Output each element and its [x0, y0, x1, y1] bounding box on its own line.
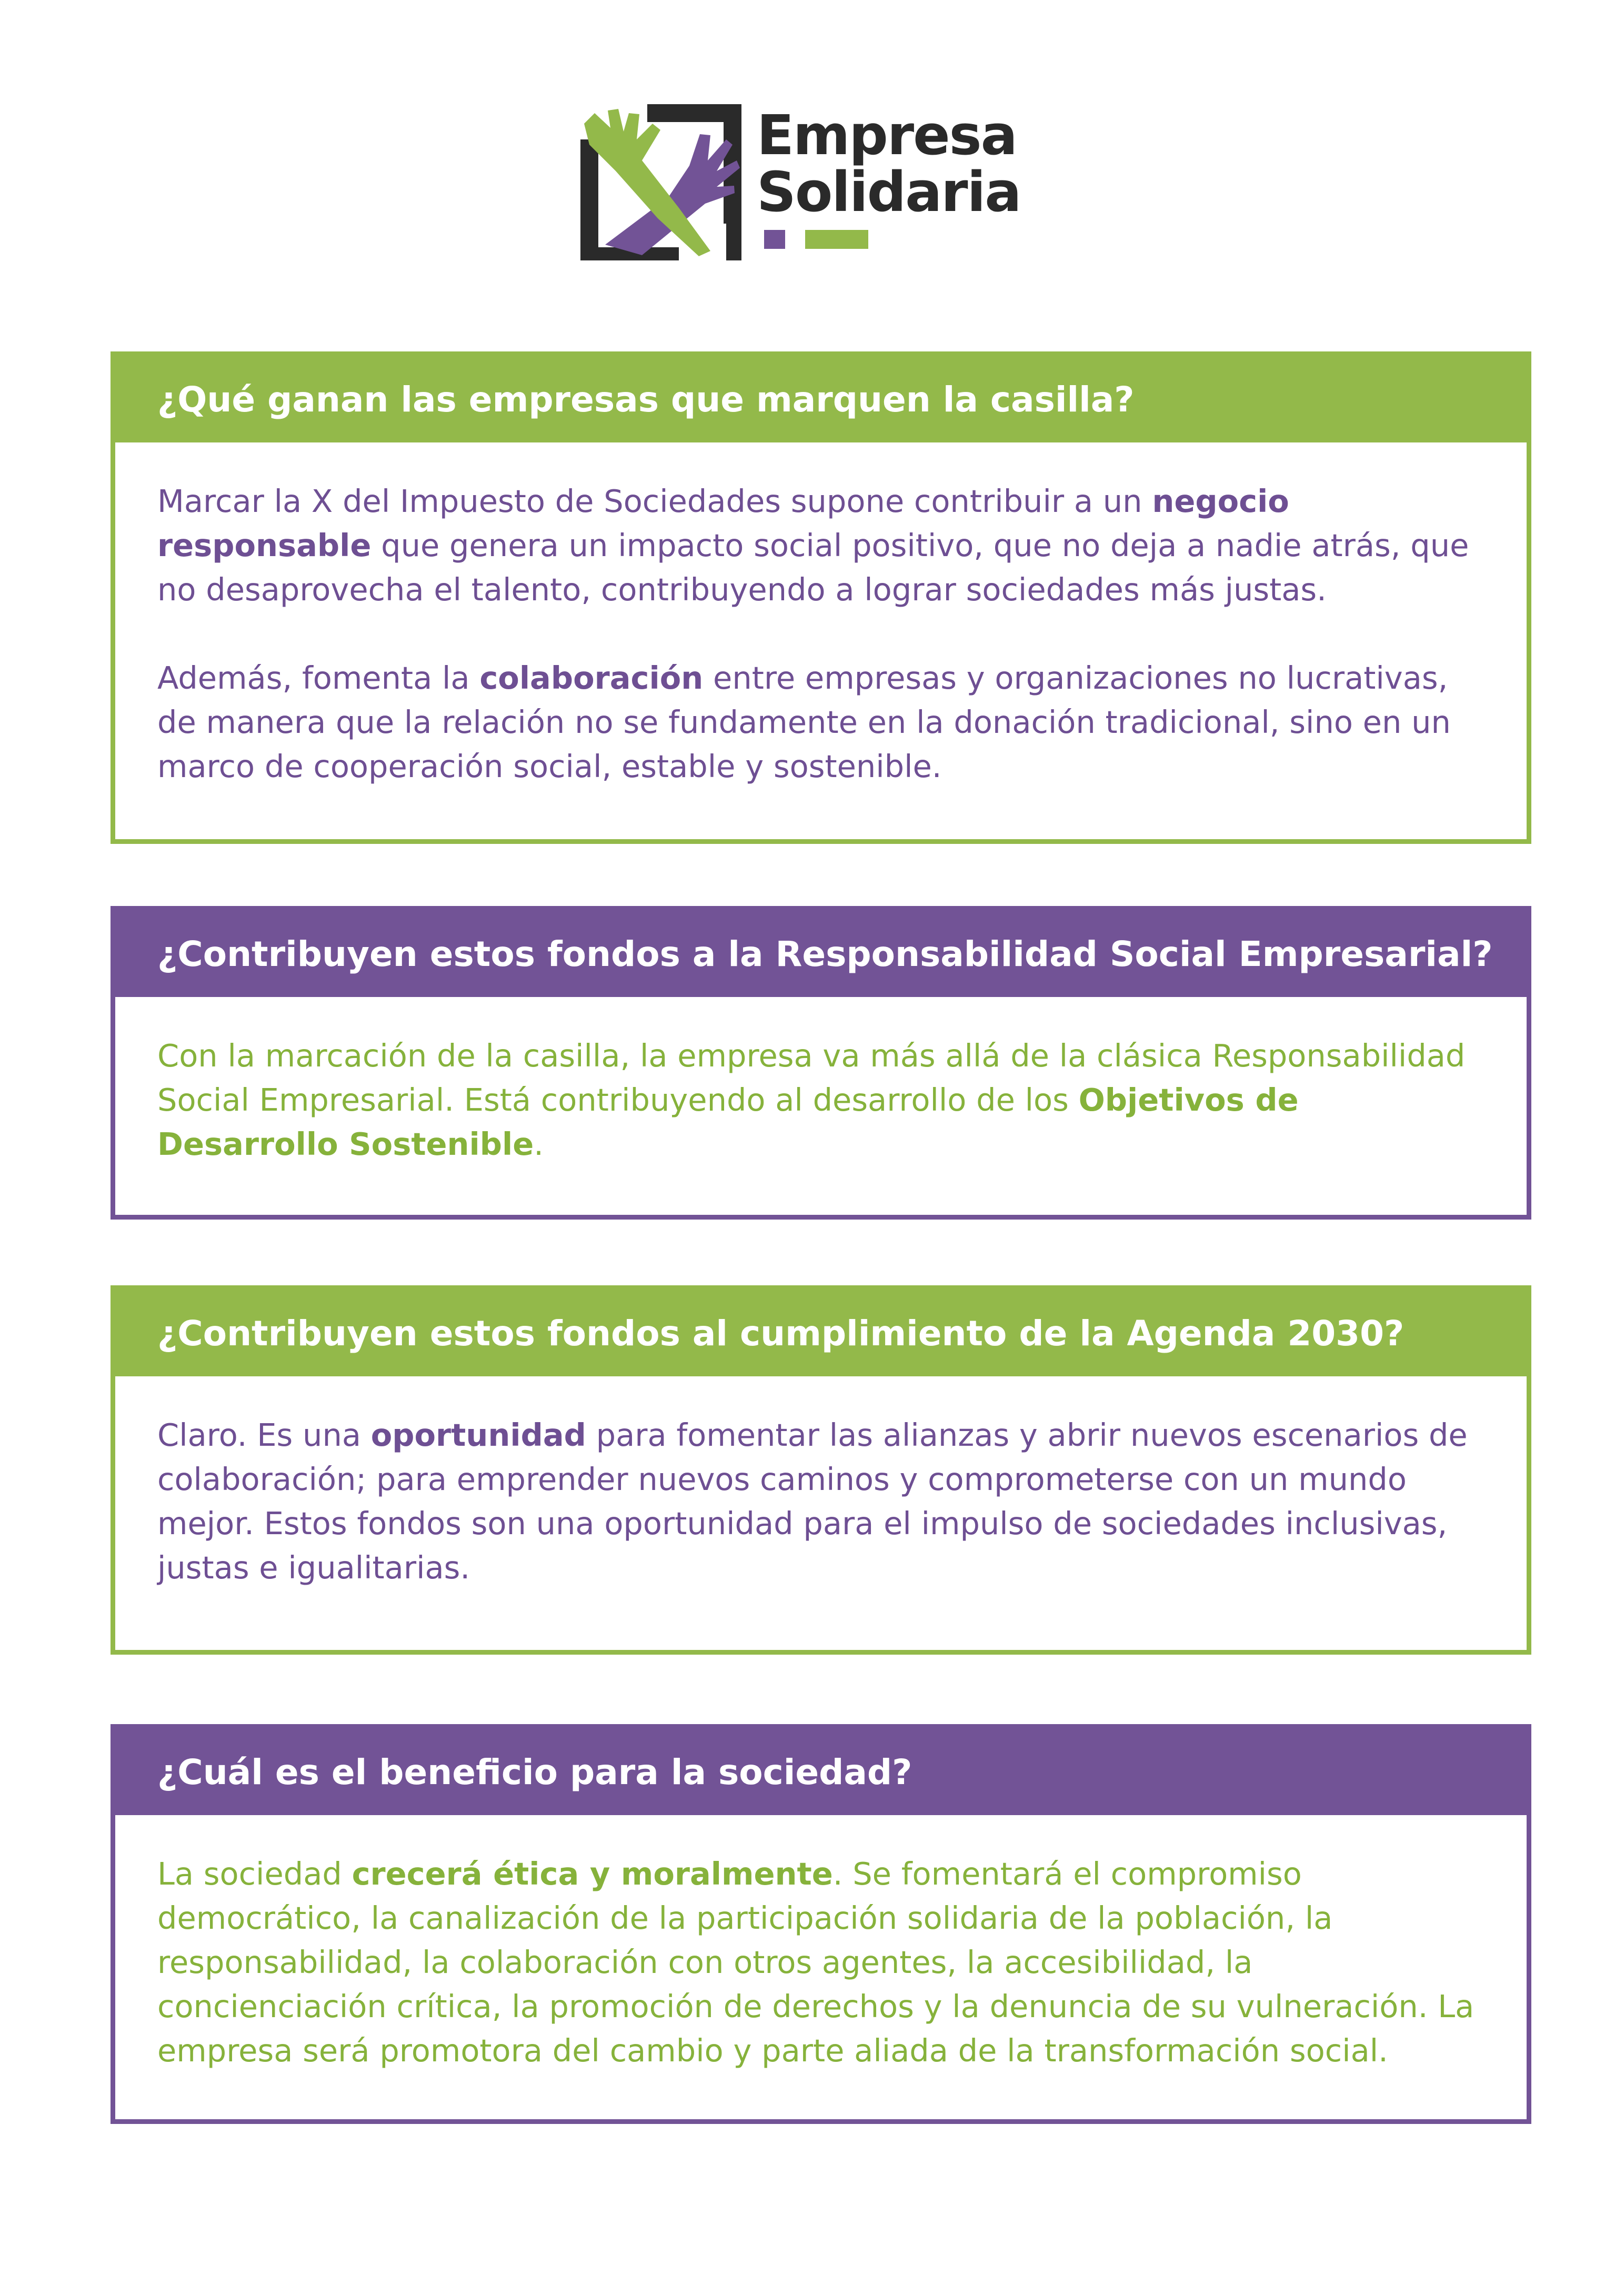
paragraph	[157, 656, 1484, 789]
faq-section-rse	[111, 906, 1531, 1220]
emphasis: Objetivos de Desarrollo Sostenible	[157, 1082, 1299, 1162]
logo-wordmark	[757, 103, 1021, 224]
faq-section-benefits-companies	[111, 351, 1531, 844]
section-title: ¿Contribuyen estos fondos a la Responsabilidad Social Empresarial?	[115, 911, 1527, 997]
text-run: . Se fomentará el compromiso democrático, la canalización de la participación solidaria de la población, la responsabilidad, la colaboración con otros agentes, la accesibilidad, la concienciación crítica, la promoción de derechos y la denuncia de su vulneración. La empresa será promotora del cambio y parte aliada de la transformación social.	[157, 1856, 1474, 2069]
logo-line-1: Empresa	[757, 103, 1017, 167]
text-run: Con la marcación de la casilla, la empresa va más allá de la clásica Responsabilidad Social Empresarial. Está contribuyendo al desarrollo de los	[157, 1038, 1466, 1118]
paragraph	[157, 1034, 1484, 1166]
text-run: entre empresas y organizaciones no lucrativas, de manera que la relación no se fundamente en la donación tradicional, sino en un marco de cooperación social, estable y sostenible.	[157, 660, 1451, 784]
paragraph	[157, 1413, 1484, 1590]
section-body	[115, 442, 1527, 789]
section-body	[115, 1815, 1527, 2073]
text-run: Claro. Es una	[157, 1417, 371, 1453]
text-run: que genera un impacto social positivo, que no deja a nadie atrás, que no desaprovecha el talento, contribuyendo a lograr sociedades más justas.	[157, 527, 1469, 608]
text-run: Marcar la X del Impuesto de Sociedades supone contribuir a un	[157, 483, 1152, 519]
logo-purple-square	[764, 230, 785, 249]
logo-line-2: Solidaria	[757, 160, 1021, 224]
text-run: La sociedad	[157, 1856, 352, 1892]
logo-green-bar	[805, 230, 868, 249]
text-run: para fomentar las alianzas y abrir nuevos escenarios de colaboración; para emprender nuevos caminos y comprometerse con un mundo mejor. Estos fondos son una oportunidad para el impulso de sociedades inclusivas, justas e igualitarias.	[157, 1417, 1468, 1586]
paragraph	[157, 479, 1484, 612]
section-title: ¿Contribuyen estos fondos al cumplimiento de la Agenda 2030?	[115, 1290, 1527, 1376]
section-title: ¿Qué ganan las empresas que marquen la casilla?	[115, 356, 1527, 442]
hands-logo-icon	[579, 103, 753, 260]
emphasis: colaboración	[479, 660, 704, 696]
text-run: Además, fomenta la	[157, 660, 480, 696]
text-run: .	[534, 1126, 544, 1162]
paragraph	[157, 1852, 1484, 2073]
section-title: ¿Cuál es el beneficio para la sociedad?	[115, 1729, 1527, 1815]
section-body	[115, 1376, 1527, 1590]
emphasis: negocio responsable	[157, 483, 1289, 563]
emphasis: crecerá ética y moralmente	[352, 1856, 833, 1892]
empresa-solidaria-logo	[579, 103, 1063, 260]
faq-section-society-benefit	[111, 1724, 1531, 2124]
emphasis: oportunidad	[370, 1417, 586, 1453]
section-body	[115, 997, 1527, 1166]
faq-section-agenda-2030	[111, 1285, 1531, 1655]
